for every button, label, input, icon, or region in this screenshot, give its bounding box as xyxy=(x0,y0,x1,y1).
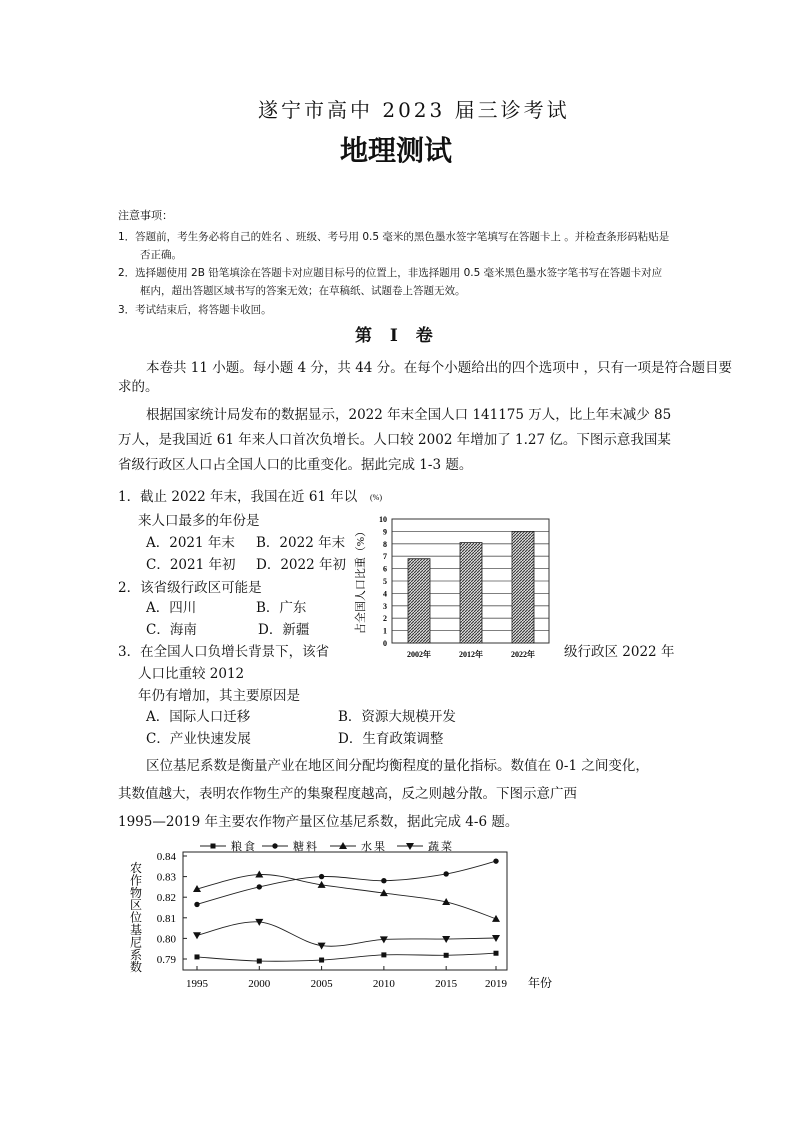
x-tick-label: 2022年 xyxy=(511,650,535,659)
series-line-粮食 xyxy=(197,953,496,961)
question-stem: 2．该省级行政区可能是 xyxy=(118,580,262,596)
option: A．2021 年末 xyxy=(146,535,235,551)
y-tick-label: 0.83 xyxy=(156,871,176,884)
notice-item: 1．答题前，考生务必将自己的姓名 、班级、考号用 0.5 毫米的黑色墨水签字笔填写在答题卡上 。并检查条形码粘贴是 xyxy=(118,231,670,243)
y-tick-label: 6 xyxy=(383,564,387,574)
option: D．新疆 xyxy=(258,622,310,638)
circle-marker xyxy=(443,871,448,876)
y-tick-label: 3 xyxy=(383,601,387,611)
x-tick-label: 2019 xyxy=(485,978,507,990)
option: B．广东 xyxy=(256,600,307,616)
question-stem: 3．在全国人口负增长背景下，该省 xyxy=(118,644,330,660)
triangle-down-marker xyxy=(193,932,201,939)
bar xyxy=(408,559,430,643)
option: C．2021 年初 xyxy=(146,557,236,573)
option: C．海南 xyxy=(146,622,197,638)
notice-item: 3．考试结束后，将答题卡收回。 xyxy=(118,304,272,316)
option: D．生育政策调整 xyxy=(338,731,444,747)
square-marker xyxy=(195,954,200,959)
subject-title: 地理测试 xyxy=(340,134,453,167)
y-axis-label-char: 位 xyxy=(129,910,143,925)
population-share-bar-chart xyxy=(353,493,549,659)
section-intro: 求的。 xyxy=(118,379,159,395)
school-title: 遂宁市高中 2023 届三诊考试 xyxy=(258,98,570,122)
passage-line: 根据国家统计局发布的数据显示，2022 年末全国人口 141175 万人，比上年末减少 85 xyxy=(146,407,672,423)
notice-item: 框内，超出答题区域书写的答案无效；在草稿纸、试题卷上答题无效。 xyxy=(140,285,466,297)
option: A．四川 xyxy=(146,600,197,616)
square-marker xyxy=(319,958,324,963)
y-tick-label: 4 xyxy=(383,589,387,599)
question-stem: 年仍有增加，其主要原因是 xyxy=(138,688,300,704)
question-stem: 1．截止 2022 年末，我国在近 61 年以 xyxy=(118,489,358,505)
section-title: 第 Ⅰ 卷 xyxy=(355,326,439,346)
y-axis-label-char: 农 xyxy=(129,861,143,875)
y-tick-label: 8 xyxy=(383,539,387,549)
y-tick-label: 0.82 xyxy=(156,892,176,905)
passage-line: 1995—2019 年主要农作物产量区位基尼系数，据此完成 4-6 题。 xyxy=(118,814,519,830)
option: A．国际人口迁移 xyxy=(146,709,251,725)
y-tick-label: 0 xyxy=(383,639,387,648)
passage-line: 其数值越大，表明农作物生产的集聚程度越高，反之则越分散。下图示意广西 xyxy=(118,786,577,802)
y-tick-label: 5 xyxy=(383,577,387,586)
unit-label: (%) xyxy=(370,493,382,502)
x-tick-label: 2002年 xyxy=(407,650,431,659)
triangle-marker xyxy=(255,871,263,878)
y-axis-label-char: 尼 xyxy=(129,935,143,950)
x-tick-label: 2000 xyxy=(248,978,271,990)
option: B．2022 年末 xyxy=(256,535,346,551)
y-tick-label: 2 xyxy=(383,614,387,624)
y-axis-label-char: 基 xyxy=(129,923,143,937)
triangle-marker xyxy=(492,915,500,922)
question-stem: 级行政区 2022 年 xyxy=(564,644,675,660)
notice-item: 否正确。 xyxy=(140,249,182,261)
y-axis-label-char: 系 xyxy=(129,947,143,962)
square-marker xyxy=(494,951,499,956)
x-axis-label: 年份 xyxy=(528,976,553,990)
option: C．产业快速发展 xyxy=(146,731,251,747)
legend-label: 糖料 xyxy=(293,841,319,853)
bar xyxy=(512,531,534,643)
option: B．资源大规模开发 xyxy=(338,709,456,725)
series-line-蔬菜 xyxy=(197,922,496,946)
question-stem: 人口比重较 2012 xyxy=(138,666,245,682)
square-marker xyxy=(444,953,449,958)
plot-frame xyxy=(183,852,507,970)
square-marker xyxy=(381,952,386,957)
x-tick-label: 2015 xyxy=(435,978,458,990)
circle-marker xyxy=(493,858,498,863)
y-tick-label: 7 xyxy=(383,552,387,562)
y-axis-label-char: 数 xyxy=(129,960,143,975)
legend-label: 蔬菜 xyxy=(428,841,454,853)
passage-line: 区位基尼系数是衡量产业在地区间分配均衡程度的量化指标。数值在 0-1 之间变化， xyxy=(146,758,649,774)
circle-marker xyxy=(319,874,324,879)
x-tick-label: 2005 xyxy=(310,978,333,990)
y-axis-label-char: 作 xyxy=(129,873,143,888)
notice-heading: 注意事项： xyxy=(118,209,173,222)
notice-item: 2．选择题使用 2B 铅笔填涂在答题卡对应题目标号的位置上，非选择题用 0.5 毫米黑色墨水签字笔书写在答题卡对应 xyxy=(118,267,663,279)
y-axis-label-char: 物 xyxy=(129,885,143,900)
x-tick-label: 1995 xyxy=(186,978,208,990)
circle-marker xyxy=(381,878,386,883)
y-tick-label: 0.84 xyxy=(156,851,176,863)
question-stem: 来人口最多的年份是 xyxy=(138,513,260,529)
option: D．2022 年初 xyxy=(256,557,346,573)
y-tick-label: 1 xyxy=(383,626,387,636)
section-intro: 本卷共 11 小题。每小题 4 分，共 44 分。在每个小题给出的四个选项中 ，只有一项是符合题目要 xyxy=(146,360,732,376)
triangle-down-marker xyxy=(442,936,450,943)
bar xyxy=(460,543,482,643)
circle-marker xyxy=(257,884,262,889)
circle-marker xyxy=(194,902,199,907)
square-marker xyxy=(257,959,262,964)
passage-line: 万人，是我国近 61 年来人口首次负增长。人口较 2002 年增加了 1.27 亿。下图示意我国某 xyxy=(118,432,671,448)
x-tick-label: 2012年 xyxy=(459,650,483,659)
y-axis-label: 占全国人口比重（%） xyxy=(355,525,367,635)
gini-line-chart xyxy=(130,839,552,990)
y-tick-label: 9 xyxy=(383,527,387,537)
x-tick-label: 2010 xyxy=(372,978,395,990)
series-line-糖料 xyxy=(197,861,496,904)
y-tick-label: 0.81 xyxy=(156,912,176,925)
passage-line: 省级行政区人口占全国人口的比重变化。据此完成 1-3 题。 xyxy=(118,457,473,473)
series-line-水果 xyxy=(197,874,496,918)
y-axis-label-char: 区 xyxy=(129,898,143,913)
y-tick-label: 0.79 xyxy=(156,954,176,966)
legend-label: 水果 xyxy=(361,841,387,853)
y-tick-label: 10 xyxy=(379,515,387,524)
y-tick-label: 0.80 xyxy=(156,933,176,946)
circle-marker xyxy=(272,843,277,848)
square-marker xyxy=(211,844,216,849)
legend-label: 粮食 xyxy=(231,841,257,853)
